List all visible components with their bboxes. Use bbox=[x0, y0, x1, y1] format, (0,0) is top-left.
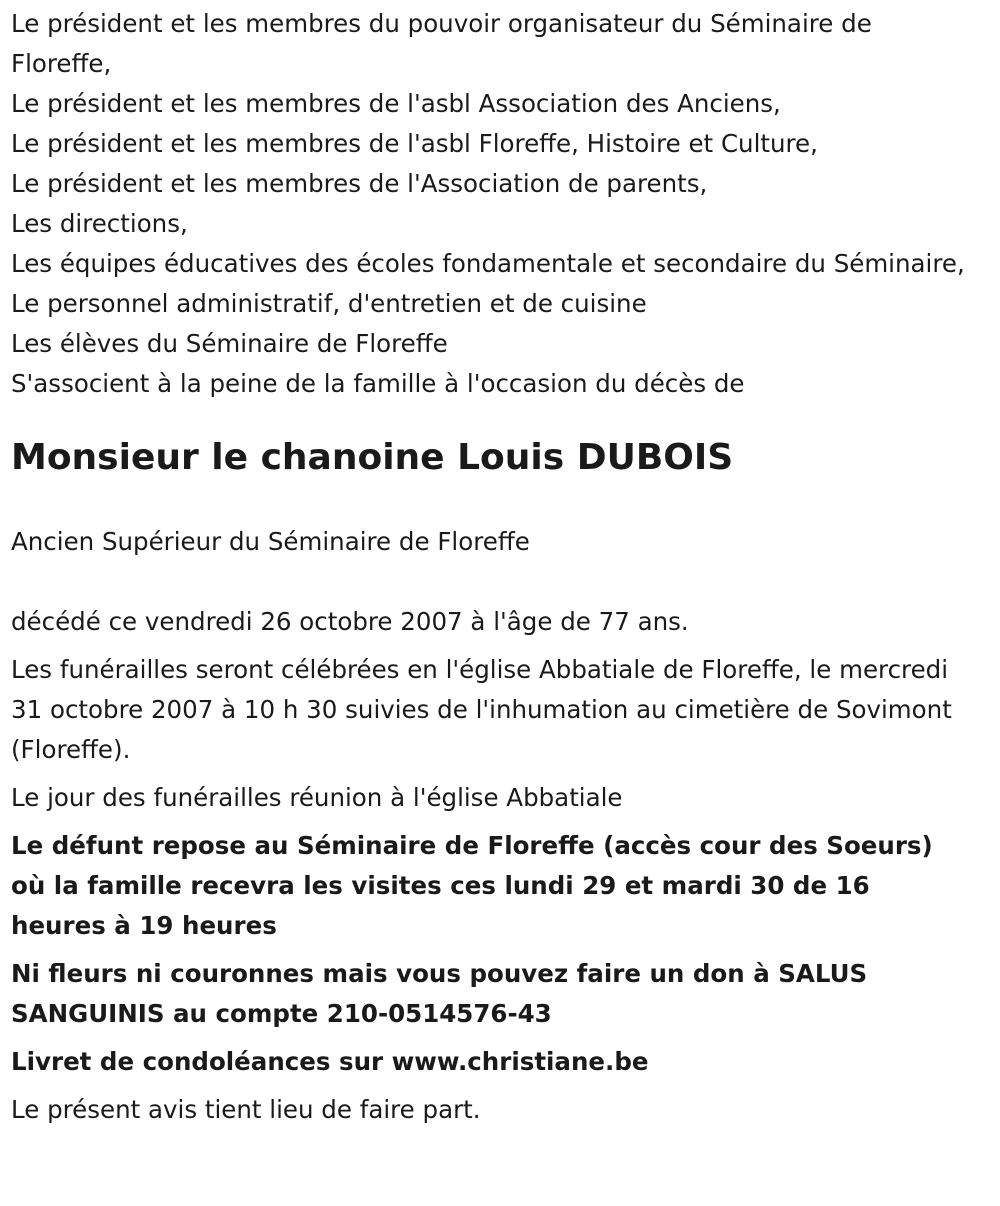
donation-info: Ni fleurs ni couronnes mais vous pouvez faire un don à SALUS SANGUINIS au compte 210-0514576-43 bbox=[11, 959, 868, 1028]
intro-line: Le président et les membres du pouvoir organisateur du Séminaire de Floreffe, bbox=[11, 9, 872, 78]
intro-line: Les élèves du Séminaire de Floreffe bbox=[11, 329, 448, 358]
death-notice: décédé ce vendredi 26 octobre 2007 à l'âge de 77 ans. bbox=[11, 607, 689, 636]
deceased-title: Ancien Supérieur du Séminaire de Floreffe bbox=[11, 527, 530, 556]
intro-line: Le président et les membres de l'asbl Association des Anciens, bbox=[11, 89, 781, 118]
closing-note: Le présent avis tient lieu de faire part. bbox=[11, 1095, 481, 1124]
intro-line: S'associent à la peine de la famille à l'occasion du décès de bbox=[11, 369, 745, 398]
deceased-name: Monsieur le chanoine Louis DUBOIS bbox=[11, 437, 734, 478]
meeting-info: Le jour des funérailles réunion à l'église Abbatiale bbox=[11, 783, 623, 812]
intro-block bbox=[11, 4, 967, 404]
intro-line: Le président et les membres de l'Association de parents, bbox=[11, 169, 708, 198]
visitation-info: Le défunt repose au Séminaire de Floreffe (accès cour des Soeurs) où la famille recevra les visites ces lundi 29 et mardi 30 de 16 heures à 19 heures bbox=[11, 831, 933, 940]
intro-line: Les directions, bbox=[11, 209, 188, 238]
intro-line: Les équipes éducatives des écoles fondamentale et secondaire du Séminaire, bbox=[11, 249, 965, 278]
condolences-info: Livret de condoléances sur www.christiane.be bbox=[11, 1047, 649, 1076]
intro-line: Le président et les membres de l'asbl Floreffe, Histoire et Culture, bbox=[11, 129, 818, 158]
funeral-info: Les funérailles seront célébrées en l'église Abbatiale de Floreffe, le mercredi 31 octobre 2007 à 10 h 30 suivies de l'inhumation au cimetière de Sovimont (Floreffe). bbox=[11, 655, 952, 764]
intro-line: Le personnel administratif, d'entretien et de cuisine bbox=[11, 289, 647, 318]
